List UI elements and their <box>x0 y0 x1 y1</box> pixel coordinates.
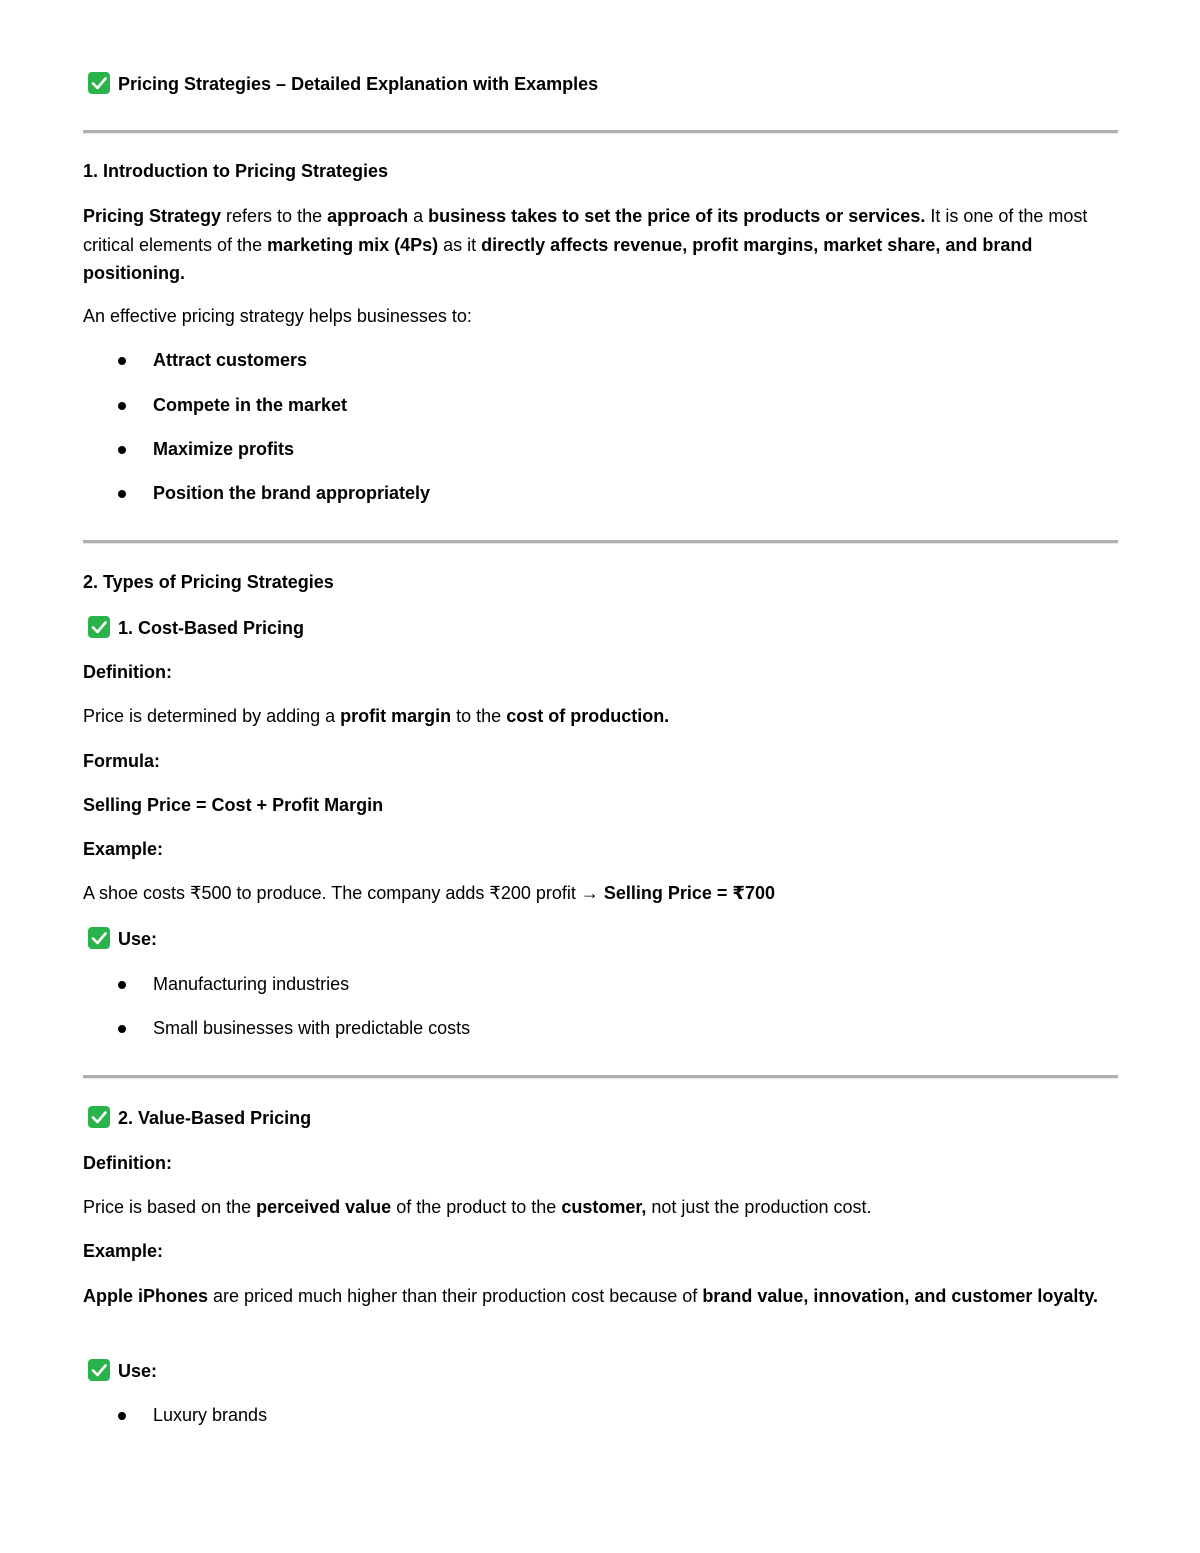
label-text: Formula: <box>83 751 161 771</box>
formula-text <box>83 791 383 819</box>
list-item: Manufacturing industries <box>153 974 350 994</box>
document-title <box>83 70 598 98</box>
divider <box>83 130 1118 134</box>
subsection-heading-value-based <box>83 1104 311 1132</box>
text-span: business takes to set the price of its products or services. <box>428 206 926 226</box>
list-item <box>153 435 294 463</box>
text-span: perceived value <box>256 1197 392 1217</box>
bullet-icon <box>118 1412 126 1420</box>
bullet-icon <box>118 490 126 498</box>
check-icon <box>88 927 110 949</box>
text-span: approach <box>327 206 409 226</box>
section-heading-text: 1. Introduction to Pricing Strategies <box>83 161 389 181</box>
bullet-icon <box>118 357 126 365</box>
text-span: not just the production cost. <box>646 1197 872 1217</box>
divider <box>83 1075 1118 1079</box>
list-item <box>153 346 307 374</box>
bullet-icon <box>118 1025 126 1033</box>
subsection-heading-text: 2. Value-Based Pricing <box>118 1108 312 1128</box>
text-span: Apple iPhones <box>83 1286 209 1306</box>
list-item: Small businesses with predictable costs <box>153 1018 471 1038</box>
text-span: to the <box>451 706 507 726</box>
formula-label <box>83 747 160 775</box>
list-item <box>153 479 430 507</box>
definition-text <box>83 1193 872 1221</box>
text-span: of the product to the <box>391 1197 562 1217</box>
subsection-heading-text: 1. Cost-Based Pricing <box>118 618 305 638</box>
text-span: brand value, innovation, and customer loyalty. <box>702 1286 1099 1306</box>
text-span: directly affects revenue, profit margins, market share, and brand positioning. <box>83 234 1033 283</box>
text-span: a <box>408 206 429 226</box>
text-span: marketing mix (4Ps) <box>267 234 439 255</box>
check-icon <box>88 616 110 638</box>
example-label <box>83 835 163 863</box>
intro-lead: An effective pricing strategy helps businesses to: <box>83 306 472 326</box>
text-span: Price is determined by adding a <box>83 706 341 726</box>
label-text: Example: <box>83 839 164 859</box>
section-heading-types <box>83 568 334 596</box>
subsection-heading-cost-based <box>83 614 304 642</box>
label-text: Use: <box>118 929 158 949</box>
definition-label <box>83 1149 172 1177</box>
list-item-text: Compete in the market <box>153 395 348 415</box>
text-span: cost of production. <box>506 706 670 726</box>
document-title-text: Pricing Strategies – Detailed Explanation with Examples <box>118 74 599 94</box>
label-text: Definition: <box>83 662 172 682</box>
formula-value: Selling Price = Cost + Profit Margin <box>83 795 384 815</box>
check-icon <box>88 1106 110 1128</box>
list-item-text: Position the brand appropriately <box>153 483 431 503</box>
example-text <box>83 1282 1113 1311</box>
example-text <box>83 879 775 907</box>
use-heading <box>83 925 157 953</box>
section-heading-text: 2. Types of Pricing Strategies <box>83 572 334 592</box>
definition-text <box>83 702 669 730</box>
bullet-icon <box>118 402 126 410</box>
text-span: Selling Price = ₹700 <box>603 883 775 903</box>
list-item: Luxury brands <box>153 1405 268 1425</box>
list-item-text: Maximize profits <box>153 439 295 459</box>
text-span: A shoe costs ₹500 to produce. The company adds ₹200 profit → <box>83 883 604 903</box>
text-span: Price is based on the <box>83 1197 257 1217</box>
list-item-text: Attract customers <box>153 350 308 370</box>
text-span: customer, <box>561 1197 647 1217</box>
text-span: are priced much higher than their production cost because of <box>208 1286 703 1306</box>
label-text: Example: <box>83 1241 164 1261</box>
example-label <box>83 1237 163 1265</box>
text-span: Pricing Strategy <box>83 206 222 226</box>
list-item <box>153 391 347 419</box>
check-icon <box>88 1359 110 1381</box>
text-span: refers to the <box>221 206 328 226</box>
definition-label <box>83 658 172 686</box>
divider <box>83 540 1118 544</box>
bullet-icon <box>118 981 126 989</box>
label-text: Definition: <box>83 1153 172 1173</box>
intro-paragraph <box>83 202 1113 288</box>
bullet-icon <box>118 446 126 454</box>
use-heading <box>83 1357 157 1385</box>
text-span: as it <box>438 234 482 255</box>
text-span: It is one of the most critical elements of the <box>83 206 1088 255</box>
check-icon <box>88 72 110 94</box>
label-text: Use: <box>118 1361 158 1381</box>
text-span: profit margin <box>340 706 452 726</box>
section-heading-intro <box>83 157 388 185</box>
